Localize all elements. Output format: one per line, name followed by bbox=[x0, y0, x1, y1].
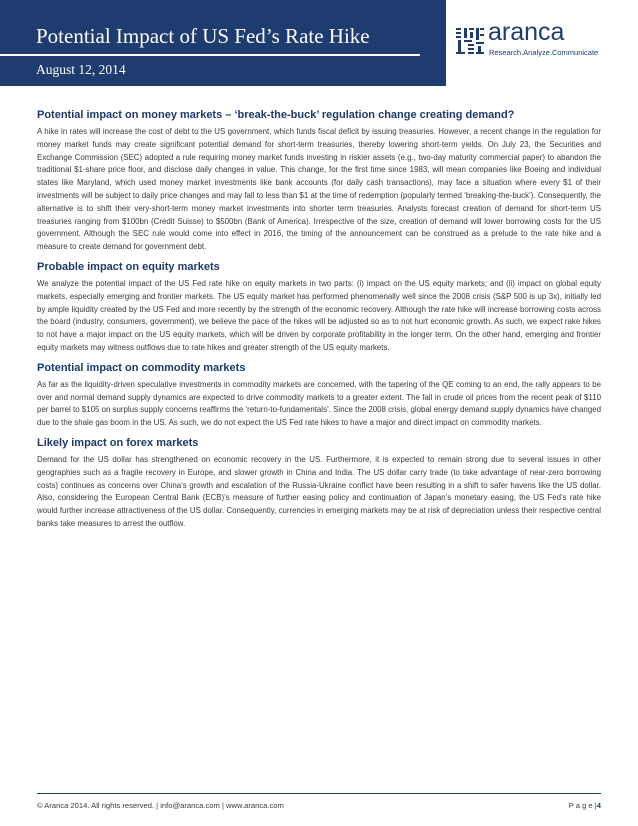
section-equity-markets bbox=[37, 260, 601, 355]
section-paragraph: We analyze the potential impact of the US Fed rate hike on equity markets in two parts: (i) impact on the US equity markets; and (ii) impact on global equity markets, especially emerging and frontier markets. The US equity market has performed phenomenally well since the 2008 crisis (S&P 500 is up 3x), initially led by ample liquidity created by the US Fed and more recently by the strength of the economic recovery. Although the rate hike will increase borrowing costs across the board (industry, consumers, government), we believe the pace of the hikes will be adjusted so as to not hurt economic growth. As such, we expect rake hikes to not have a major impact on the US equity markets, which will be driven by corporate profitability in the longer term. On the other hand, emerging and frontier equity markets may witness outflows due to rate hikes and greater strength of the US equity markets. bbox=[37, 278, 601, 352]
aranca-logo-icon bbox=[456, 26, 484, 58]
page-number: 4 bbox=[596, 801, 601, 810]
page-indicator bbox=[569, 801, 601, 810]
article-body bbox=[37, 108, 601, 537]
section-money-markets bbox=[37, 108, 601, 254]
aranca-logo bbox=[456, 18, 606, 64]
section-paragraph: Demand for the US dollar has strengthened on economic recovery in the US. Furthermore, it is expected to remain strong due to several issues in other geographies such as a fragile recovery in Europe, and slower growth in China and India. The US dollar carry trade (to take advantage of near-zero borrowing costs) continues as concerns over China’s growth and escalation of the Russia-Ukraine conflict have been resulting in a shift to safer havens like the US dollar. Also, considering the European Central Bank (ECB)’s measure of further easing policy and continuation of Japan’s monetary easing, the US Fed’s rate hike would further increase attractiveness of the US dollar. Consequently, currencies in emerging markets may be at risk of depreciation unless their respective central banks take measures to arrest the outflow. bbox=[37, 454, 601, 528]
section-heading: Potential impact on commodity markets bbox=[37, 361, 246, 374]
footer-copyright: © Aranca 2014. All rights reserved. | info@aranca.com | www.aranca.com bbox=[37, 801, 284, 810]
report-date: August 12, 2014 bbox=[36, 62, 126, 77]
section-heading: Probable impact on equity markets bbox=[37, 260, 220, 273]
section-paragraph: As far as the liquidity-driven speculative investments in commodity markets are concerned, with the tapering of the QE coming to an end, the rally appears to be over and normal demand supply dynamics are expected to drive commodity markets to a greater extent. The fall in crude oil prices from the recent peak of $110 per barrel to $105 on surplus supply concerns reaffirms the ‘return-to-fundamentals’. Since the 2008 crisis, global energy demand supply dynamics have changed due to the shale gas boom in the US. As such, we do not expect the US Fed rate hikes to have a major and direct impact on commodity markets. bbox=[37, 379, 601, 428]
header-banner bbox=[0, 0, 638, 86]
footer-divider bbox=[37, 793, 601, 794]
logo-wordmark: aranca bbox=[488, 18, 565, 46]
section-paragraph: A hike in rates will increase the cost of debt to the US government, which funds fiscal deficit by issuing treasuries. However, a recent change in the regulation for money market funds may create significant potential demand for short-term treasuries, thereby lowering short-term yields. On July 23, the Securities and Exchange Commission (SEC) adopted a rule requiring money market funds investing in riskier assets (e.g., two-day maturity commercial paper) to abandon the traditional $1-share price floor, and disclose daily changes in value. This change, for the first time since 1983, will mean companies like Boeing and individual states like Maryland, which used money market investments like bank accounts (for daily cash transactions), may face a situation where every $1 of their investments will be subject to daily price changes and may fall to less than $1 at the time of redemption (popularly termed ‘breaking-the-buck’). Consequently, the alternative is to shift their very-short-term money market investments into shorter term treasuries. Analysts forecast creation of demand for short-term US treasuries ranging from $100bn (Credit Suisse) to $500bn (Bank of America). Irrespective of the size, creation of demand will lower borrowing costs for the US government. Although the SEC rule would come into effect in 2016, the timing of the announcement can be construed as a prelude to the rate hike and a measure to create demand for government debt. bbox=[37, 127, 601, 252]
page-title: Potential Impact of US Fed’s Rate Hike bbox=[36, 24, 370, 48]
section-commodity-markets bbox=[37, 361, 601, 430]
title-divider bbox=[0, 54, 420, 56]
page-label: P a g e bbox=[568, 801, 593, 810]
section-heading: Likely impact on forex markets bbox=[37, 436, 199, 449]
page-separator: | bbox=[594, 801, 597, 810]
section-forex-markets bbox=[37, 436, 601, 531]
logo-tagline: Research.Analyze.Communicate bbox=[489, 48, 599, 57]
section-heading: Potential impact on money markets – ‘break-the-buck’ regulation change creating demand? bbox=[37, 109, 515, 121]
